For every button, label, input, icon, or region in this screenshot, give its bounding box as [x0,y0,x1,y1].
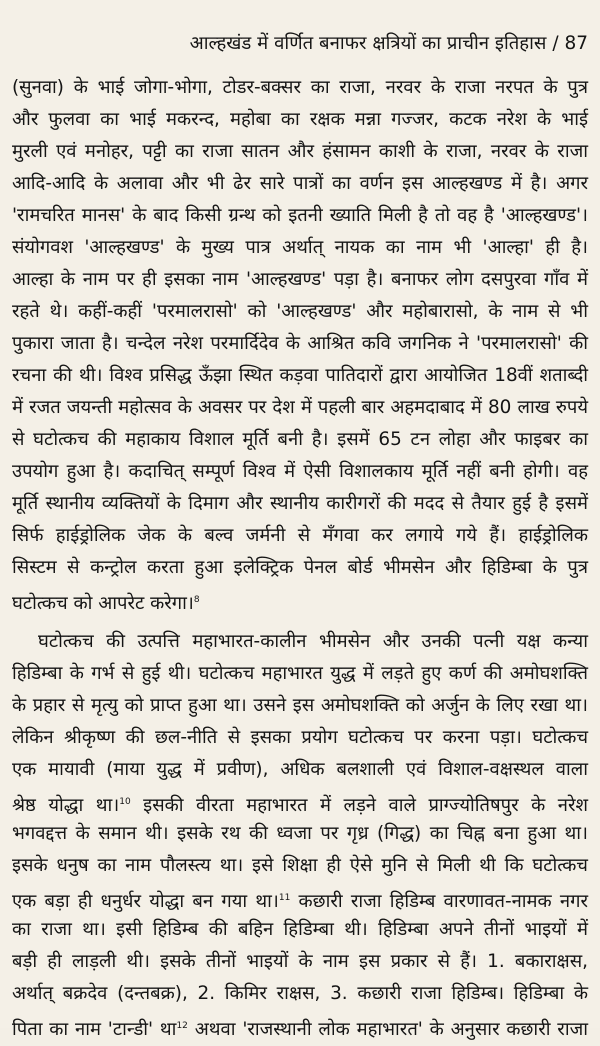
footnote-ref: 11 [278,893,291,903]
text-line [12,786,588,818]
text-line: भगवद्दत्त के समान थी। इसके रथ की ध्वजा पर गृध्र (गिद्ध) का चिह्न बना हुआ था। [12,823,588,844]
text-line: उपयोग हुआ है। कदाचित् सम्पूर्ण विश्व में ऐसी विशालकाय मूर्ति नहीं बनी होगी। वह [12,461,588,482]
page-header [190,28,588,60]
text-segment: श्रेष्ठ योद्धा था। [12,795,120,817]
text-line: आदि-आदि के अलावा और भी ढेर सारे पात्रों का वर्णन इस आल्हखण्ड में है। अगर [12,173,588,194]
footnote-ref: 12 [176,1021,188,1031]
text-line: सिर्फ हाईड्रोलिक जेक के बल्व जर्मनी से मँगवा कर लगाये गये हैं। हाईड्रोलिक [12,525,588,546]
text-line: (सुनवा) के भाई जोगा-भोगा, टोडर-बक्सर का राजा, नरवर के राजा नरपत के पुत्र [12,77,588,98]
footnote-ref: 8 [193,595,200,605]
text-line: एक मायावी (माया युद्ध में प्रवीण), अधिक बलशाली एवं विशाल-वक्षस्थल वाला [12,759,588,780]
text-line: घटोत्कच की उत्पत्ति महाभारत-कालीन भीमसेन और उनकी पत्नी यक्ष कन्या [38,631,588,652]
text-line: और फुलवा का भाई मकरन्द, महोबा का रक्षक मन्ना गज्जर, कटक नरेश के भाई [12,109,588,130]
text-line [12,584,588,616]
footnote-ref: 10 [119,797,131,807]
text-line: अर्थात् बक्रदेव (दन्तबक्र), 2. किमिर राक्षस, 3. कछारी राजा हिडिम्ब। हिडिम्बा के [12,983,588,1004]
text-line: रहते थे। कहीं-कहीं 'परमालरासो' को 'आल्हखण्ड' और महोबारासो, के नाम से भी [12,301,588,322]
text-line: इसके धनुष का नाम पौलस्त्य था। इसे शिक्षा ही ऐसे मुनि से मिली थी कि घटोत्कच [12,855,588,876]
text-segment: अथवा 'राजस्थानी लोक महाभारत' के अनुसार कछारी राजा [187,1019,588,1041]
text-line: संयोगवश 'आल्हखण्ड' के मुख्य पात्र अर्थात् नायक का नाम भी 'आल्हा' ही है। [12,237,588,258]
text-segment: कछारी राजा हिडिम्ब वारणावत-नामक नगर [290,891,588,913]
text-line: मुरली एवं मनोहर, पट्टी का राजा सातन और हंसामन काशी के राजा, नरवर के राजा [12,141,588,162]
text-line: 'रामचरित मानस' के बाद किसी ग्रन्थ को इतनी ख्याति मिली है तो वह है 'आल्हखण्ड'। [12,205,588,226]
text-segment: पिता का नाम 'टान्डी' था [12,1019,177,1041]
text-line [12,882,588,914]
text-line: के प्रहार से मृत्यु को प्राप्त हुआ था। उसने इस अमोघशक्ति को अर्जुन के लिए रखा था। [12,695,588,716]
text-line: में रजत जयन्ती महोत्सव के अवसर पर देश में पहली बार अहमदाबाद में 80 लाख रुपये [12,397,588,418]
text-line: बड़ी ही लाड़ली थी। इसके तीनों भाइयों के नाम इस प्रकार से हैं। 1. बकाराक्षस, [12,951,588,972]
text-line: से घटोत्कच की महाकाय विशाल मूर्ति बनी है। इसमें 65 टन लोहा और फाइबर का [12,429,588,450]
text-line: हिडिम्बा के गर्भ से हुई थी। घटोत्कच महाभारत युद्ध में लड़ते हुए कर्ण की अमोघशक्ति [12,663,588,684]
text-line: मूर्ति स्थानीय व्यक्तियों के दिमाग और स्थानीय कारीगरों की मदद से तैयार हुई है इसमें [12,493,588,514]
text-segment: इसकी वीरता महाभारत में लड़ने वाले प्राग्ज्योतिषपुर के नरेश [130,795,588,817]
page-number: 87 [564,33,588,54]
text-line: रचना की थी। विश्व प्रसिद्ध ऊँझा स्थित कड़वा पातिदारों द्वारा आयोजित 18वीं शताब्दी [12,365,588,386]
text-segment: एक बड़ा ही धनुर्धर योद्धा बन गया था। [12,891,279,913]
text-line: का राजा था। इसी हिडिम्ब की बहिन हिडिम्बा थी। हिडिम्बा अपने तीनों भाइयों में [12,919,588,940]
text-segment: घटोत्कच को आपरेट करेगा। [12,593,194,615]
text-line: लेकिन श्रीकृष्ण की छल-नीति से इसका प्रयोग घटोत्कच पर करना पड़ा। घटोत्कच [12,727,588,748]
text-line [12,1010,588,1042]
text-line: आल्हा के नाम पर ही इसका नाम 'आल्हखण्ड' पड़ा है। बनाफर लोग दसपुरवा गाँव में [12,269,588,290]
text-line: सिस्टम से कन्ट्रोल करता हुआ इलेक्ट्रिक पेनल बोर्ड भीमसेन और हिडिम्बा के पुत्र [12,557,588,578]
chapter-title: आल्हखंड में वर्णित बनाफर क्षत्रियों का प्राचीन इतिहास [189,33,547,54]
header-separator: / [552,33,559,54]
text-line: पुकारा जाता है। चन्देल नरेश परमार्दिदेव के आश्रित कवि जगनिक ने 'परमालरासो' की [12,333,588,354]
